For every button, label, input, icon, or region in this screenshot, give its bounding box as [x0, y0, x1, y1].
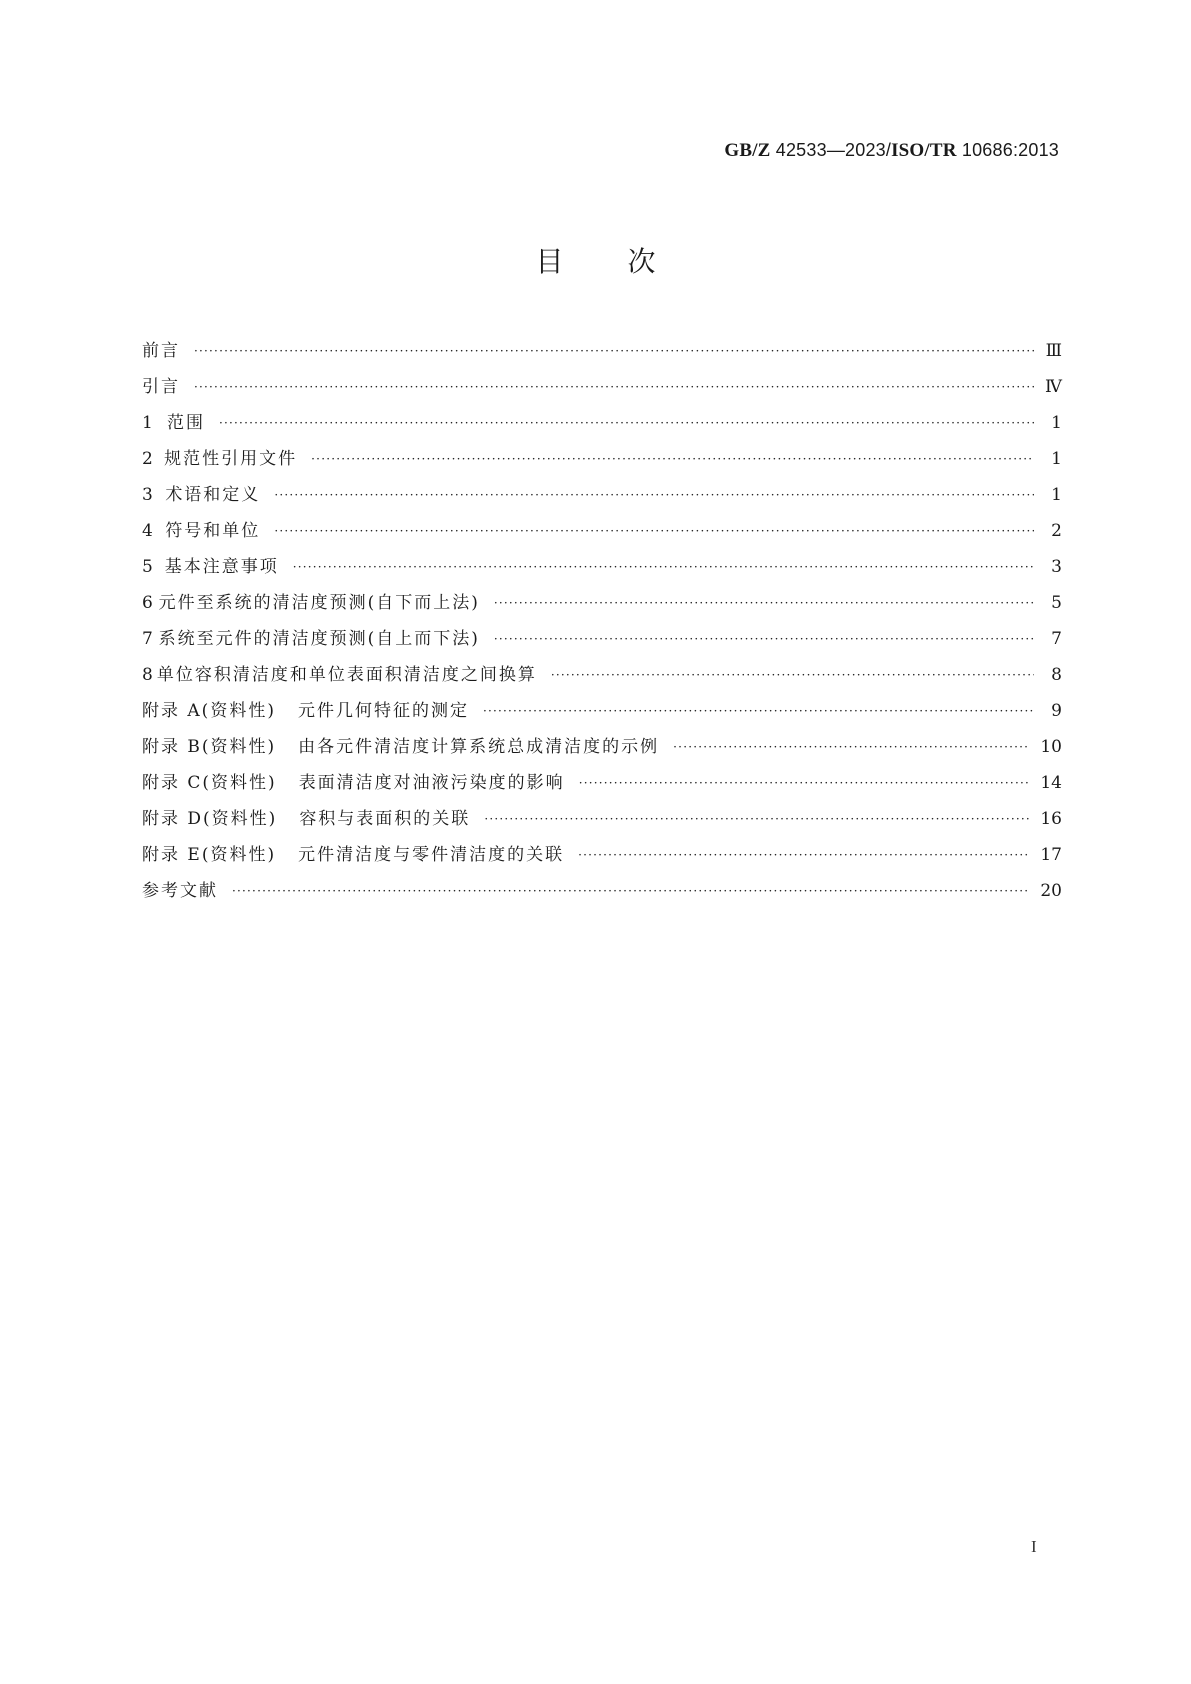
toc-entry-label: 参考文献 [142, 881, 218, 901]
doc-code-number: 42533—2023/ [770, 140, 892, 160]
footer-page-number: I [1031, 1537, 1037, 1556]
toc-entry-page: 8 [1051, 665, 1062, 685]
toc-dot-leader [494, 632, 1034, 646]
toc-entry-number: 5 [142, 557, 153, 577]
toc-entry-page: Ⅲ [1045, 341, 1062, 361]
toc-entry-page: 16 [1040, 809, 1062, 829]
toc-dot-leader [578, 848, 1030, 862]
toc-entry-annex-prefix: 附录 A(资料性) [142, 701, 276, 721]
toc-dot-leader [232, 884, 1030, 898]
toc-dot-leader [579, 776, 1031, 790]
toc-entry-label: 系统至元件的清洁度预测(自上而下法) [158, 629, 480, 649]
toc-entry[interactable] [142, 408, 1062, 444]
toc-entry-page: 9 [1051, 701, 1062, 721]
toc-entry-page: 1 [1051, 413, 1062, 433]
doc-code-iso: ISO/TR [891, 140, 957, 161]
toc-entry-label: 规范性引用文件 [164, 449, 298, 469]
toc-entry-page: 10 [1040, 737, 1062, 757]
toc-dot-leader [274, 524, 1034, 538]
toc-dot-leader [293, 560, 1034, 574]
toc-entry[interactable] [142, 552, 1062, 588]
toc-entry[interactable] [142, 768, 1062, 804]
toc-entry-label: 表面清洁度对油液污染度的影响 [298, 773, 565, 793]
toc-entry-annex-prefix: 附录 C(资料性) [142, 773, 277, 793]
toc-entry-label: 术语和定义 [165, 485, 261, 505]
toc-entry-label: 符号和单位 [165, 521, 261, 541]
toc-entry-label: 由各元件清洁度计算系统总成清洁度的示例 [298, 737, 660, 757]
document-code [724, 140, 1059, 162]
toc-dot-leader [194, 380, 1034, 394]
toc-entry-number: 3 [142, 485, 153, 505]
toc-entry[interactable] [142, 624, 1062, 660]
toc-dot-leader [219, 416, 1034, 430]
toc-entry-label: 单位容积清洁度和单位表面积清洁度之间换算 [156, 665, 537, 685]
toc-dot-leader [494, 596, 1034, 610]
toc-entry-label: 元件清洁度与零件清洁度的关联 [298, 845, 565, 865]
toc-dot-leader [551, 668, 1034, 682]
toc-entry-page: 14 [1040, 773, 1062, 793]
toc-dot-leader [673, 740, 1030, 754]
toc-dot-leader [274, 488, 1034, 502]
toc-entry[interactable] [142, 516, 1062, 552]
doc-code-gbz: GB/Z [724, 140, 771, 161]
toc-entry-number: 8 [142, 665, 153, 685]
toc-entry-number: 6 [142, 593, 153, 613]
toc-entry[interactable] [142, 732, 1062, 768]
toc-entry[interactable] [142, 444, 1062, 480]
toc-entry-annex-prefix: 附录 D(资料性) [142, 809, 278, 829]
toc-entry-label: 元件几何特征的测定 [297, 701, 469, 721]
toc-entry-label: 元件至系统的清洁度预测(自下而上法) [158, 593, 480, 613]
toc-entry[interactable] [142, 336, 1062, 372]
toc-entry-number: 2 [142, 449, 153, 469]
toc-entry-annex-prefix: 附录 E(资料性) [142, 845, 277, 865]
toc-entry-page: 1 [1051, 485, 1062, 505]
toc-entry[interactable] [142, 372, 1062, 408]
toc-dot-leader [484, 812, 1030, 826]
toc-entry-number: 7 [142, 629, 153, 649]
toc-entry-label: 前言 [142, 341, 180, 361]
toc-entry-page: 3 [1051, 557, 1062, 577]
toc-entry[interactable] [142, 660, 1062, 696]
toc-entry-label: 范围 [167, 413, 205, 433]
toc-entry-annex-prefix: 附录 B(资料性) [142, 737, 277, 757]
toc-entry-label: 基本注意事项 [164, 557, 279, 577]
toc-entry-number: 1 [142, 413, 153, 433]
doc-code-iso-number: 10686:2013 [956, 140, 1059, 160]
toc-entry[interactable] [142, 696, 1062, 732]
toc-dot-leader [311, 452, 1034, 466]
toc-entry[interactable] [142, 876, 1062, 912]
toc-entry-page: 7 [1051, 629, 1062, 649]
toc-dot-leader [194, 344, 1034, 358]
table-of-contents [142, 336, 1062, 912]
toc-entry-page: 1 [1051, 449, 1062, 469]
toc-entry[interactable] [142, 588, 1062, 624]
toc-entry-page: 17 [1040, 845, 1062, 865]
toc-entry-page: 20 [1040, 881, 1062, 901]
toc-entry-page: 2 [1051, 521, 1062, 541]
toc-entry-label: 引言 [142, 377, 180, 397]
page-title: 目次 [535, 245, 720, 278]
toc-entry-page: Ⅳ [1045, 377, 1062, 397]
toc-dot-leader [483, 704, 1034, 718]
toc-entry[interactable] [142, 480, 1062, 516]
toc-entry[interactable] [142, 840, 1062, 876]
toc-entry-number: 4 [142, 521, 153, 541]
toc-entry[interactable] [142, 804, 1062, 840]
toc-entry-label: 容积与表面积的关联 [299, 809, 471, 829]
toc-entry-page: 5 [1051, 593, 1062, 613]
